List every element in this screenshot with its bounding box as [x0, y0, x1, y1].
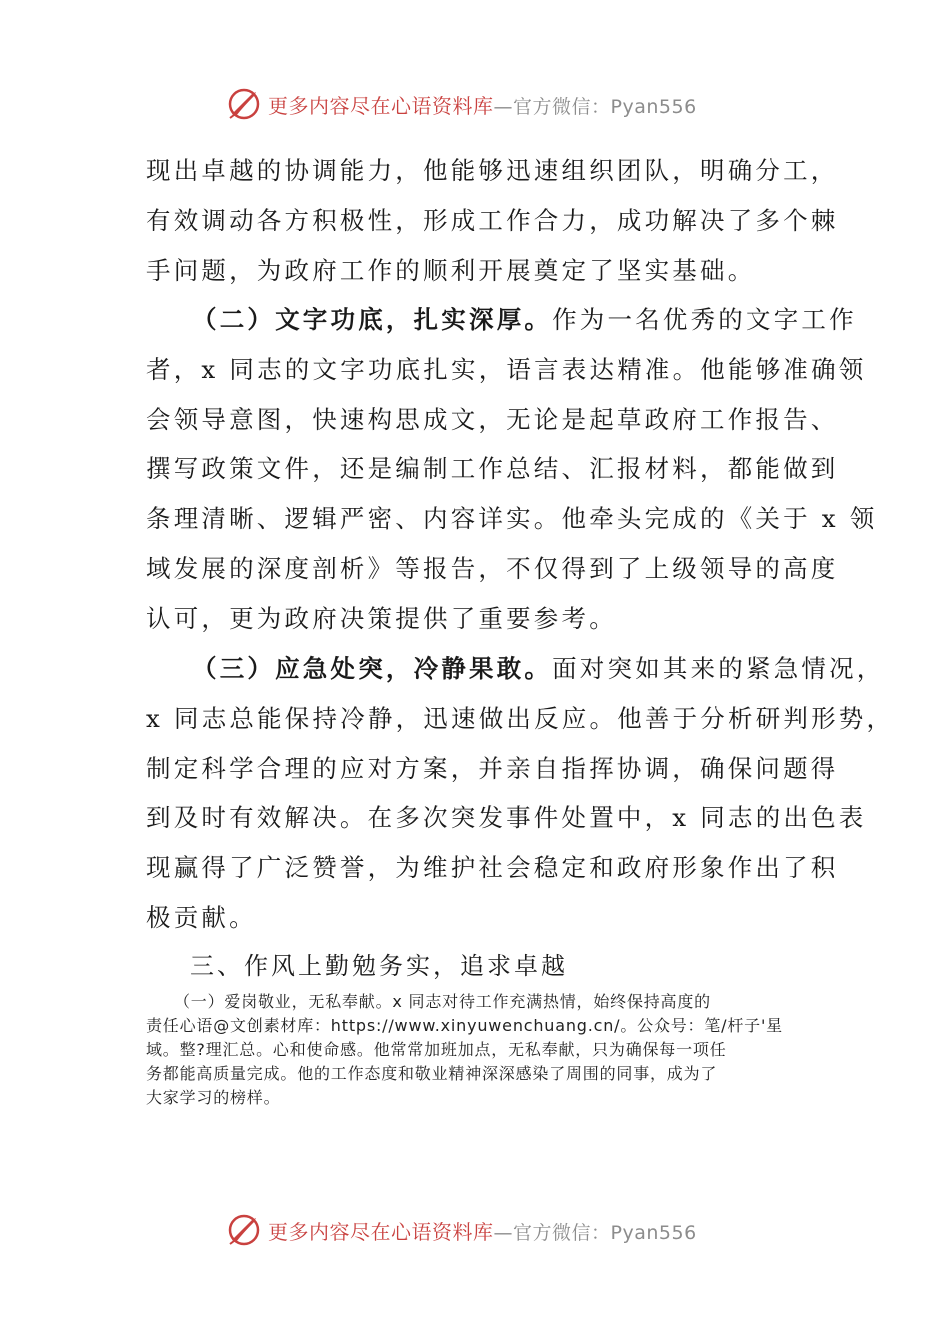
text-line: 务都能高质量完成。他的工作态度和敬业精神深深感染了周围的同事，成为了 — [146, 1064, 718, 1083]
header-banner — [226, 84, 697, 124]
text-line: 认可，更为政府决策提供了重要参考。 — [146, 603, 617, 633]
footer-banner — [226, 1210, 697, 1250]
paragraph-3 — [146, 644, 895, 943]
banner-wechat: —官方微信：Pyan556 — [493, 95, 697, 118]
text-line: 现赢得了广泛赞誉，为维护社会稳定和政府形象作出了积 — [146, 853, 839, 883]
text-span: 作为一名优秀的文字工作 — [552, 305, 857, 334]
text-line: 制定科学合理的应对方案，并亲自指挥协调，确保问题得 — [146, 753, 839, 783]
text-line: 条理清晰、逻辑严密、内容详实。他牵头完成的《关于 x 领 — [146, 504, 878, 534]
paragraph-2 — [146, 295, 878, 644]
subsection-heading: （三）应急处突，冷静果敢。 — [192, 654, 553, 683]
text-line: 手问题，为政府工作的顺利开展奠定了坚实基础。 — [146, 255, 756, 285]
text-span: 面对突如其来的紧急情况， — [552, 654, 885, 683]
text-line: 大家学习的榜样。 — [146, 1088, 281, 1107]
banner-brand: 更多内容尽在心语资料库 — [268, 1219, 494, 1244]
text-line: x 同志总能保持冷静，迅速做出反应。他善于分析研判形势， — [146, 703, 895, 733]
text-line: 会领导意图，快速构思成文，无论是起草政府工作报告、 — [146, 404, 839, 434]
subsection-heading: （二）文字功底，扎实深厚。 — [192, 305, 553, 334]
pen-logo-icon — [226, 1212, 262, 1248]
banner-text — [268, 1216, 697, 1245]
small-paragraph — [146, 990, 816, 1110]
text-line: 有效调动各方积极性，形成工作合力，成功解决了多个棘 — [146, 205, 839, 235]
text-line: 者，x 同志的文字功底扎实，语言表达精准。他能够准确领 — [146, 354, 867, 384]
banner-wechat: —官方微信：Pyan556 — [493, 1221, 697, 1244]
text-line: （一）爱岗敬业，无私奉献。x 同志对待工作充满热情，始终保持高度的 — [174, 992, 711, 1011]
text-line: 现出卓越的协调能力，他能够迅速组织团队，明确分工， — [146, 156, 839, 185]
text-line: 域发展的深度剖析》等报告，不仅得到了上级领导的高度 — [146, 553, 839, 583]
text-line — [146, 295, 857, 345]
pen-logo-icon — [226, 86, 262, 122]
banner-text — [268, 90, 697, 119]
section-heading: 三、作风上勤勉务实，追求卓越 — [190, 952, 568, 980]
banner-brand: 更多内容尽在心语资料库 — [268, 93, 494, 118]
text-line: 到及时有效解决。在多次突发事件处置中，x 同志的出色表 — [146, 803, 867, 833]
text-line: 责任心语@文创素材库：https://www.xinyuwenchuang.cn/。公众号：笔/杆子'星 — [146, 1016, 783, 1035]
text-line: 撰写政策文件，还是编制工作总结、汇报材料，都能做到 — [146, 454, 839, 484]
text-line: 极贡献。 — [146, 902, 257, 932]
text-line: 域。整?理汇总。心和使命感。他常常加班加点，无私奉献，只为确保每一项任 — [146, 1040, 727, 1059]
text-line — [146, 644, 885, 694]
paragraph-1 — [146, 146, 839, 295]
